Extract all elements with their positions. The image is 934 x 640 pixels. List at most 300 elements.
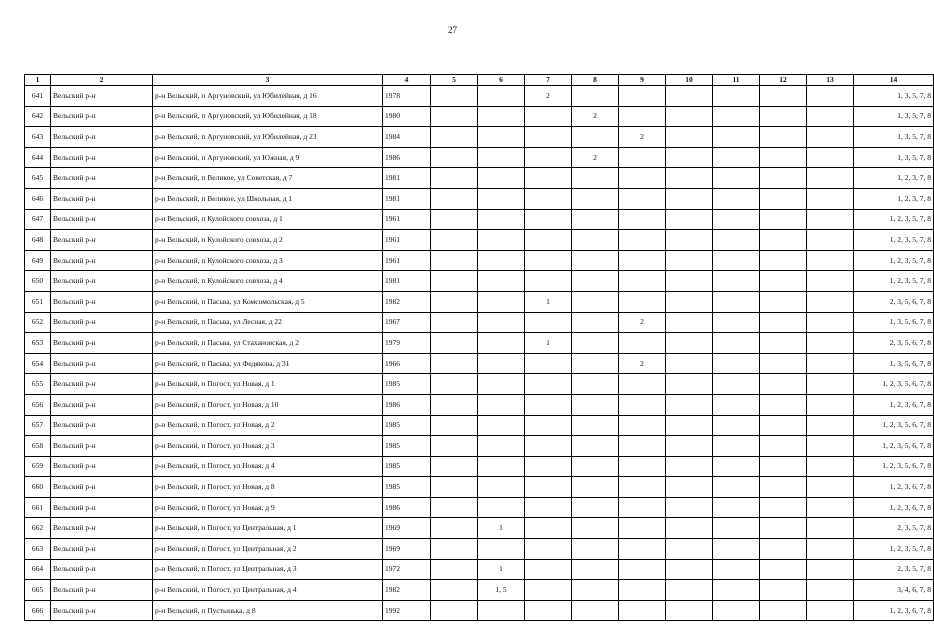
table-row xyxy=(25,600,934,621)
column-9-cell xyxy=(619,394,666,415)
column-6-cell xyxy=(478,127,525,148)
column-9-cell: 2 xyxy=(619,127,666,148)
column-11-cell xyxy=(713,394,760,415)
column-7-cell xyxy=(525,168,572,189)
year-cell: 1961 xyxy=(383,209,431,230)
column-11-cell xyxy=(713,497,760,518)
address-cell: р-н Вельский, п Погост, ул Новая, д 1 xyxy=(153,374,383,395)
column-header-11: 11 xyxy=(713,75,760,86)
district-cell: Вельский р-н xyxy=(51,477,153,498)
column-5-cell xyxy=(431,209,478,230)
row-number: 645 xyxy=(25,168,51,189)
column-13-cell xyxy=(807,559,854,580)
column-8-cell: 2 xyxy=(572,106,619,127)
column-12-cell xyxy=(760,580,807,601)
column-12-cell xyxy=(760,415,807,436)
column-6-cell xyxy=(478,436,525,457)
column-8-cell xyxy=(572,291,619,312)
column-6-cell xyxy=(478,106,525,127)
column-7-cell xyxy=(525,271,572,292)
district-cell: Вельский р-н xyxy=(51,559,153,580)
column-11-cell xyxy=(713,106,760,127)
column-5-cell xyxy=(431,127,478,148)
column-13-cell xyxy=(807,188,854,209)
column-11-cell xyxy=(713,168,760,189)
column-8-cell xyxy=(572,415,619,436)
column-13-cell xyxy=(807,147,854,168)
codes-cell: 1, 2, 3, 5, 7, 8 xyxy=(854,539,934,560)
column-7-cell xyxy=(525,436,572,457)
column-7-cell xyxy=(525,559,572,580)
column-7-cell xyxy=(525,147,572,168)
column-5-cell xyxy=(431,539,478,560)
address-cell: р-н Вельский, п Погост, ул Центральная, д 2 xyxy=(153,539,383,560)
column-9-cell xyxy=(619,106,666,127)
row-number: 649 xyxy=(25,250,51,271)
year-cell: 1985 xyxy=(383,477,431,498)
column-10-cell xyxy=(666,188,713,209)
codes-cell: 1, 2, 3, 6, 7, 8 xyxy=(854,497,934,518)
column-13-cell xyxy=(807,230,854,251)
column-12-cell xyxy=(760,436,807,457)
column-8-cell xyxy=(572,250,619,271)
year-cell: 1981 xyxy=(383,168,431,189)
column-header-12: 12 xyxy=(760,75,807,86)
column-7-cell xyxy=(525,312,572,333)
table-row xyxy=(25,436,934,457)
column-13-cell xyxy=(807,353,854,374)
district-cell: Вельский р-н xyxy=(51,497,153,518)
column-5-cell xyxy=(431,497,478,518)
column-12-cell xyxy=(760,127,807,148)
column-6-cell xyxy=(478,394,525,415)
column-7-cell xyxy=(525,106,572,127)
column-10-cell xyxy=(666,497,713,518)
column-13-cell xyxy=(807,271,854,292)
column-12-cell xyxy=(760,230,807,251)
table-row xyxy=(25,539,934,560)
row-number: 664 xyxy=(25,559,51,580)
column-header-10: 10 xyxy=(666,75,713,86)
year-cell: 1985 xyxy=(383,436,431,457)
address-cell: р-н Вельский, п Аргуновский, ул Юбилейная, д 16 xyxy=(153,86,383,107)
year-cell: 1984 xyxy=(383,127,431,148)
column-11-cell xyxy=(713,333,760,354)
column-13-cell xyxy=(807,497,854,518)
codes-cell: 1, 2, 3, 5, 7, 8 xyxy=(854,250,934,271)
page-number: 27 xyxy=(448,25,457,35)
column-9-cell: 2 xyxy=(619,312,666,333)
column-6-cell xyxy=(478,209,525,230)
year-cell: 1972 xyxy=(383,559,431,580)
column-6-cell: 1, 5 xyxy=(478,580,525,601)
column-12-cell xyxy=(760,559,807,580)
address-cell: р-н Вельский, п Погост, ул Новая, д 8 xyxy=(153,477,383,498)
column-9-cell xyxy=(619,559,666,580)
column-13-cell xyxy=(807,415,854,436)
column-6-cell xyxy=(478,250,525,271)
address-cell: р-н Вельский, п Пасьва, ул Комсомольская, д 5 xyxy=(153,291,383,312)
column-8-cell: 2 xyxy=(572,147,619,168)
address-cell: р-н Вельский, п Кулойского совхоза, д 3 xyxy=(153,250,383,271)
row-number: 642 xyxy=(25,106,51,127)
year-cell: 1986 xyxy=(383,394,431,415)
column-10-cell xyxy=(666,539,713,560)
column-header-14: 14 xyxy=(854,75,934,86)
column-5-cell xyxy=(431,230,478,251)
column-12-cell xyxy=(760,394,807,415)
column-7-cell xyxy=(525,374,572,395)
column-6-cell xyxy=(478,168,525,189)
column-10-cell xyxy=(666,209,713,230)
column-11-cell xyxy=(713,559,760,580)
codes-cell: 1, 2, 3, 5, 7, 8 xyxy=(854,271,934,292)
column-11-cell xyxy=(713,477,760,498)
row-number: 644 xyxy=(25,147,51,168)
column-5-cell xyxy=(431,271,478,292)
column-13-cell xyxy=(807,106,854,127)
address-cell: р-н Вельский, п Пасьва, ул Лесная, д 22 xyxy=(153,312,383,333)
table-row xyxy=(25,580,934,601)
table-row xyxy=(25,415,934,436)
column-12-cell xyxy=(760,600,807,621)
column-7-cell xyxy=(525,188,572,209)
column-7-cell xyxy=(525,497,572,518)
year-cell: 1982 xyxy=(383,291,431,312)
column-11-cell xyxy=(713,580,760,601)
column-6-cell xyxy=(478,539,525,560)
column-11-cell xyxy=(713,312,760,333)
column-8-cell xyxy=(572,209,619,230)
table-row xyxy=(25,209,934,230)
column-11-cell xyxy=(713,271,760,292)
table-row xyxy=(25,394,934,415)
column-header-2: 2 xyxy=(51,75,153,86)
address-cell: р-н Вельский, п Аргуновский, ул Юбилейная, д 18 xyxy=(153,106,383,127)
district-cell: Вельский р-н xyxy=(51,394,153,415)
address-cell: р-н Вельский, п Кулойского совхоза, д 4 xyxy=(153,271,383,292)
column-5-cell xyxy=(431,188,478,209)
table-row xyxy=(25,477,934,498)
column-6-cell xyxy=(478,86,525,107)
codes-cell: 2, 3, 5, 6, 7, 8 xyxy=(854,333,934,354)
district-cell: Вельский р-н xyxy=(51,312,153,333)
table-row xyxy=(25,374,934,395)
year-cell: 1981 xyxy=(383,188,431,209)
column-7-cell: 1 xyxy=(525,333,572,354)
address-cell: р-н Вельский, п Великое, ул Школьная, д 1 xyxy=(153,188,383,209)
table-header xyxy=(25,75,934,86)
column-header-9: 9 xyxy=(619,75,666,86)
column-6-cell xyxy=(478,333,525,354)
column-12-cell xyxy=(760,456,807,477)
column-5-cell xyxy=(431,333,478,354)
column-9-cell xyxy=(619,600,666,621)
column-12-cell xyxy=(760,333,807,354)
district-cell: Вельский р-н xyxy=(51,127,153,148)
address-cell: р-н Вельский, п Погост, ул Новая, д 9 xyxy=(153,497,383,518)
column-7-cell xyxy=(525,394,572,415)
column-9-cell xyxy=(619,539,666,560)
column-8-cell xyxy=(572,394,619,415)
column-12-cell xyxy=(760,106,807,127)
address-cell: р-н Вельский, п Аргуновский, ул Юбилейная, д 23 xyxy=(153,127,383,148)
year-cell: 1982 xyxy=(383,580,431,601)
column-7-cell xyxy=(525,127,572,148)
codes-cell: 2, 3, 5, 7, 8 xyxy=(854,518,934,539)
column-9-cell xyxy=(619,477,666,498)
column-9-cell xyxy=(619,271,666,292)
address-cell: р-н Вельский, п Пустынька, д 8 xyxy=(153,600,383,621)
year-cell: 1979 xyxy=(383,333,431,354)
year-cell: 1967 xyxy=(383,312,431,333)
row-number: 647 xyxy=(25,209,51,230)
table-row xyxy=(25,291,934,312)
table-row xyxy=(25,497,934,518)
column-12-cell xyxy=(760,477,807,498)
column-12-cell xyxy=(760,168,807,189)
column-13-cell xyxy=(807,168,854,189)
column-6-cell xyxy=(478,600,525,621)
column-6-cell xyxy=(478,147,525,168)
column-11-cell xyxy=(713,209,760,230)
column-8-cell xyxy=(572,436,619,457)
district-cell: Вельский р-н xyxy=(51,106,153,127)
codes-cell: 1, 3, 5, 7, 8 xyxy=(854,106,934,127)
column-11-cell xyxy=(713,147,760,168)
column-5-cell xyxy=(431,415,478,436)
year-cell: 1986 xyxy=(383,497,431,518)
district-cell: Вельский р-н xyxy=(51,353,153,374)
column-12-cell xyxy=(760,147,807,168)
column-13-cell xyxy=(807,209,854,230)
district-cell: Вельский р-н xyxy=(51,539,153,560)
row-number: 663 xyxy=(25,539,51,560)
district-cell: Вельский р-н xyxy=(51,250,153,271)
column-9-cell: 2 xyxy=(619,353,666,374)
column-8-cell xyxy=(572,539,619,560)
address-cell: р-н Вельский, п Погост, ул Центральная, д 1 xyxy=(153,518,383,539)
column-12-cell xyxy=(760,86,807,107)
row-number: 665 xyxy=(25,580,51,601)
column-12-cell xyxy=(760,312,807,333)
column-13-cell xyxy=(807,518,854,539)
column-8-cell xyxy=(572,333,619,354)
row-number: 655 xyxy=(25,374,51,395)
column-header-8: 8 xyxy=(572,75,619,86)
column-header-3: 3 xyxy=(153,75,383,86)
column-9-cell xyxy=(619,497,666,518)
column-6-cell xyxy=(478,312,525,333)
column-8-cell xyxy=(572,456,619,477)
column-12-cell xyxy=(760,539,807,560)
column-13-cell xyxy=(807,477,854,498)
column-11-cell xyxy=(713,539,760,560)
column-10-cell xyxy=(666,250,713,271)
codes-cell: 1, 3, 5, 6, 7, 8 xyxy=(854,353,934,374)
column-8-cell xyxy=(572,374,619,395)
column-6-cell xyxy=(478,456,525,477)
column-8-cell xyxy=(572,559,619,580)
column-10-cell xyxy=(666,127,713,148)
address-cell: р-н Вельский, п Погост, ул Центральная, д 4 xyxy=(153,580,383,601)
column-8-cell xyxy=(572,271,619,292)
district-cell: Вельский р-н xyxy=(51,333,153,354)
codes-cell: 1, 2, 3, 6, 7, 8 xyxy=(854,600,934,621)
address-cell: р-н Вельский, п Погост, ул Новая, д 3 xyxy=(153,436,383,457)
column-9-cell xyxy=(619,333,666,354)
column-10-cell xyxy=(666,415,713,436)
column-9-cell xyxy=(619,415,666,436)
column-5-cell xyxy=(431,106,478,127)
column-7-cell xyxy=(525,353,572,374)
year-cell: 1986 xyxy=(383,147,431,168)
district-cell: Вельский р-н xyxy=(51,374,153,395)
column-9-cell xyxy=(619,436,666,457)
column-9-cell xyxy=(619,518,666,539)
column-9-cell xyxy=(619,168,666,189)
row-number: 660 xyxy=(25,477,51,498)
column-13-cell xyxy=(807,333,854,354)
column-8-cell xyxy=(572,497,619,518)
column-6-cell xyxy=(478,415,525,436)
district-cell: Вельский р-н xyxy=(51,209,153,230)
table-row xyxy=(25,250,934,271)
header-row xyxy=(25,75,934,86)
column-8-cell xyxy=(572,477,619,498)
column-8-cell xyxy=(572,127,619,148)
codes-cell: 1, 2, 3, 6, 7, 8 xyxy=(854,394,934,415)
column-8-cell xyxy=(572,518,619,539)
column-6-cell: 1 xyxy=(478,518,525,539)
codes-cell: 1, 2, 3, 7, 8 xyxy=(854,188,934,209)
table-row xyxy=(25,353,934,374)
table-row xyxy=(25,106,934,127)
column-8-cell xyxy=(572,312,619,333)
column-10-cell xyxy=(666,600,713,621)
column-11-cell xyxy=(713,415,760,436)
column-13-cell xyxy=(807,456,854,477)
column-13-cell xyxy=(807,436,854,457)
column-9-cell xyxy=(619,86,666,107)
column-9-cell xyxy=(619,250,666,271)
year-cell: 1980 xyxy=(383,106,431,127)
column-12-cell xyxy=(760,353,807,374)
table-row xyxy=(25,518,934,539)
year-cell: 1969 xyxy=(383,539,431,560)
column-6-cell xyxy=(478,477,525,498)
column-7-cell xyxy=(525,250,572,271)
row-number: 650 xyxy=(25,271,51,292)
column-13-cell xyxy=(807,539,854,560)
address-cell: р-н Вельский, п Погост, ул Новая, д 2 xyxy=(153,415,383,436)
column-8-cell xyxy=(572,600,619,621)
column-13-cell xyxy=(807,312,854,333)
column-13-cell xyxy=(807,600,854,621)
year-cell: 1992 xyxy=(383,600,431,621)
row-number: 646 xyxy=(25,188,51,209)
column-11-cell xyxy=(713,353,760,374)
row-number: 658 xyxy=(25,436,51,457)
table-row xyxy=(25,127,934,148)
column-13-cell xyxy=(807,127,854,148)
column-5-cell xyxy=(431,456,478,477)
column-11-cell xyxy=(713,291,760,312)
column-8-cell xyxy=(572,230,619,251)
district-cell: Вельский р-н xyxy=(51,518,153,539)
year-cell: 1961 xyxy=(383,230,431,251)
address-cell: р-н Вельский, п Погост, ул Центральная, д 3 xyxy=(153,559,383,580)
column-13-cell xyxy=(807,86,854,107)
column-7-cell: 1 xyxy=(525,291,572,312)
column-header-7: 7 xyxy=(525,75,572,86)
column-9-cell xyxy=(619,374,666,395)
row-number: 659 xyxy=(25,456,51,477)
codes-cell: 2, 3, 5, 7, 8 xyxy=(854,559,934,580)
table-row xyxy=(25,312,934,333)
column-5-cell xyxy=(431,312,478,333)
codes-cell: 1, 2, 3, 7, 8 xyxy=(854,168,934,189)
column-12-cell xyxy=(760,250,807,271)
district-cell: Вельский р-н xyxy=(51,86,153,107)
column-6-cell xyxy=(478,353,525,374)
column-11-cell xyxy=(713,127,760,148)
column-11-cell xyxy=(713,600,760,621)
column-12-cell xyxy=(760,271,807,292)
column-9-cell xyxy=(619,209,666,230)
column-5-cell xyxy=(431,374,478,395)
codes-cell: 1, 2, 3, 5, 6, 7, 8 xyxy=(854,415,934,436)
codes-cell: 1, 3, 5, 7, 8 xyxy=(854,147,934,168)
column-7-cell xyxy=(525,518,572,539)
column-8-cell xyxy=(572,580,619,601)
row-number: 653 xyxy=(25,333,51,354)
address-cell: р-н Вельский, п Пасьва, ул Федякова, д 31 xyxy=(153,353,383,374)
column-6-cell xyxy=(478,374,525,395)
column-7-cell xyxy=(525,415,572,436)
column-10-cell xyxy=(666,147,713,168)
codes-cell: 2, 3, 5, 6, 7, 8 xyxy=(854,291,934,312)
district-cell: Вельский р-н xyxy=(51,271,153,292)
row-number: 657 xyxy=(25,415,51,436)
year-cell: 1969 xyxy=(383,518,431,539)
column-13-cell xyxy=(807,394,854,415)
codes-cell: 1, 2, 3, 5, 7, 8 xyxy=(854,209,934,230)
column-5-cell xyxy=(431,168,478,189)
row-number: 652 xyxy=(25,312,51,333)
codes-cell: 1, 2, 3, 5, 6, 7, 8 xyxy=(854,374,934,395)
table-row xyxy=(25,271,934,292)
row-number: 662 xyxy=(25,518,51,539)
column-10-cell xyxy=(666,353,713,374)
column-8-cell xyxy=(572,353,619,374)
address-cell: р-н Вельский, п Погост, ул Новая, д 10 xyxy=(153,394,383,415)
column-header-13: 13 xyxy=(807,75,854,86)
column-10-cell xyxy=(666,477,713,498)
column-header-4: 4 xyxy=(383,75,431,86)
table-row xyxy=(25,188,934,209)
row-number: 661 xyxy=(25,497,51,518)
column-7-cell xyxy=(525,477,572,498)
column-9-cell xyxy=(619,147,666,168)
column-8-cell xyxy=(572,188,619,209)
codes-cell: 1, 2, 3, 6, 7, 8 xyxy=(854,477,934,498)
column-11-cell xyxy=(713,250,760,271)
column-12-cell xyxy=(760,497,807,518)
column-5-cell xyxy=(431,477,478,498)
table-row xyxy=(25,559,934,580)
column-10-cell xyxy=(666,168,713,189)
